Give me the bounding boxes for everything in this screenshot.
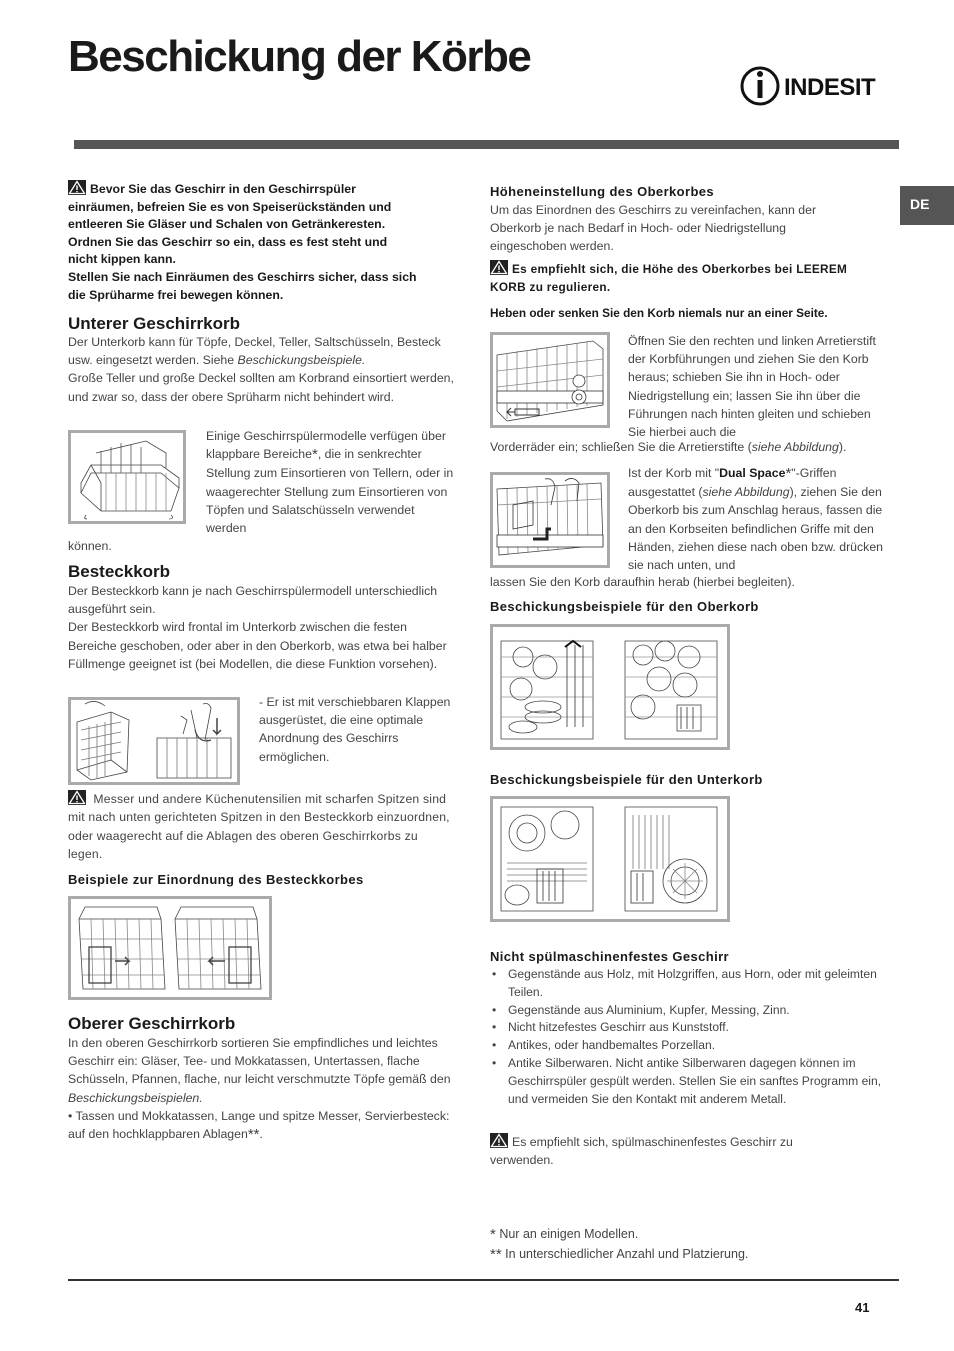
cutlery-text [68,582,454,673]
upper-basket-text-1: In den oberen Geschirrkorb sortieren Sie empfindliches und leichtes Geschirr ein: Gläser, Tee- und Mokkatassen, Untertassen, flache Schüsseln, Pfannen, flache, nur leicht verschmutzte Töpfe gemäß den [68,1036,451,1087]
height-warning-1 [490,260,882,296]
height-adjust-text: Um das Einordnen des Geschirrs zu vereinfachen, kann der Oberkorb je nach Bedarf in Hoch- oder Niedrigstellung eingeschoben werden. [490,203,817,254]
footnote-marker: ** [247,1126,260,1144]
footnote-marker: * [785,465,792,482]
intro-line: nicht kippen kann. [68,252,176,267]
footnote-2-text: In unterschiedlicher Anzahl und Platzierung. [505,1247,749,1261]
lower-basket-text-2: Große Teller und große Deckel sollten am Korbrand einsortiert werden, und zwar so, dass der obere Sprüharm nicht behindert wird. [68,371,454,404]
height-adjust-heading: Höheneinstellung des Oberkorbes [490,184,715,199]
height-warning-1-text: Es empfiehlt sich, die Höhe des Oberkorbes bei LEEREM KORB zu regulieren. [490,262,848,294]
page-title: Beschickung der Körbe [68,32,531,81]
dual-space-side-text [628,464,884,574]
height-side-text-1: Öffnen Sie den rechten und linken Arretierstift der Korbführungen und ziehen Sie den Korb heraus; schieben Sie ihn in Hoch- oder Niedrigstellung ein; lassen Sie ihn über die Führungen nach hinten gleiten und schieben Sie hierbei auch die [628,334,876,440]
warning-icon [490,1133,508,1148]
cutlery-warning-text: Messer und andere Küchenutensilien mit scharfen Spitzen sind mit nach unten gerichteten Spitzen in den Besteckkorb einzuordnen, oder waagerecht auf die Ablagen des oberen Geschirrkorbs zu legen. [68,792,450,861]
height-side-text-1-end [490,438,882,456]
footnote-1-text: Nur an einigen Modellen. [499,1227,639,1241]
lower-examples-figure [490,796,730,922]
footnote-1 [490,1226,638,1243]
language-tab: DE [900,186,954,225]
lower-basket-text-1-ref: Beschickungsbeispiele. [237,353,366,368]
footnote-2-mark: ** [490,1246,502,1263]
intro-warning [68,180,454,304]
upper-basket-text [68,1034,454,1144]
brand-text: INDESIT [784,74,876,101]
intro-line: Bevor Sie das Geschirr in den Geschirrspüler [90,182,356,196]
height-warning-2: Heben oder senken Sie den Korb niemals nur an einer Seite. [490,306,828,320]
upper-basket-text-2-end: . [259,1127,263,1142]
intro-line: Stellen Sie nach Einräumen des Geschirrs sicher, dass sich [68,269,417,284]
upper-basket-text-2: • Tassen und Mokkatassen, Lange und spitze Messer, Servierbesteck: auf den hochklappbaren Ablagen [68,1108,450,1142]
dual-space-b: "-Griffen ausgestattet ( [628,466,837,500]
not-safe-warning [490,1133,840,1169]
lower-basket-text [68,333,454,406]
cutlery-examples-figure [68,896,272,1000]
cutlery-warning [68,790,454,863]
height-side-1-end-b: ). [838,440,847,454]
footnote-2 [490,1246,748,1263]
indesit-logo [740,64,892,108]
lower-basket-side-b: , die in senkrechter Stellung zum Einsortieren von Tellern, oder in waagerechter Stellung zum Einsortieren von Töpfen und Salatschüsseln verwendet werden [206,447,454,536]
upper-basket-text-1-ref: Beschickungsbeispielen. [68,1090,203,1105]
not-safe-warning-text: Es empfiehlt sich, spülmaschinenfestes Geschirr zu verwenden. [490,1135,793,1168]
not-safe-list [490,966,884,1108]
footnote-1-mark: * [490,1226,496,1243]
lower-basket-heading: Unterer Geschirrkorb [68,314,240,333]
dual-space-c: ), ziehen Sie den Oberkorb bis zum Anschlag heraus, fassen die an den Korbseiten befindlichen Griffe mit den Händen, ziehen diese nach oben bzw. drücken sie nach unten, und [628,485,883,573]
footer-divider [68,1279,899,1281]
footnote-marker: * [311,446,318,464]
intro-line: die Sprüharme frei bewegen können. [68,287,284,302]
cutlery-text-1: Der Besteckkorb kann je nach Geschirrspülermodell unterschiedlich ausgeführt sein. [68,584,438,617]
dual-space-term: Dual Space [719,466,786,480]
intro-line: entleeren Sie Gläser und Schalen von Getränkeresten. [68,217,386,232]
height-side-1-end-a: Vorderräder ein; schließen Sie die Arretierstifte ( [490,440,752,454]
intro-line: einräumen, befreien Sie es von Speiserückständen und [68,199,392,214]
upper-basket-height-figure [490,332,610,428]
dual-space-figure [490,472,610,568]
lower-basket-side-a: Einige Geschirrspülermodelle verfügen über klappbare Bereiche [206,429,446,462]
warning-icon [68,180,86,195]
cutlery-heading: Besteckkorb [68,562,171,581]
dual-space-ref: siehe Abbildung [702,485,790,500]
warning-icon [490,260,508,275]
upper-basket-heading: Oberer Geschirrkorb [68,1014,236,1033]
upper-examples-heading: Beschickungsbeispiele für den Oberkorb [490,599,759,614]
not-safe-heading: Nicht spülmaschinenfestes Geschirr [490,949,730,964]
cutlery-side-text: - Er ist mit verschiebbaren Klappen ausgerüstet, die eine optimale Anordnung des Geschirrs ermöglichen. [259,695,451,764]
lower-basket-side-end: können. [68,539,112,553]
list-item: • Gegenstände aus Holz, mit Holzgriffen, aus Horn, oder mit geleimten Teilen. [490,966,884,1002]
height-side-1-end-ref: siehe Abbildung [751,440,839,454]
lower-basket-side-text [206,427,456,537]
header-divider [74,140,899,149]
page-number: 41 [855,1300,870,1315]
list-item: • Antike Silberwaren. Nicht antike Silberwaren dagegen können im Geschirrspüler gespült werden. Stellen Sie ein sanftes Programm ein, und vermeiden Sie den Kontakt mit anderem Metall. [490,1055,884,1108]
dual-space-end: lassen Sie den Korb daraufhin herab (hierbei begleiten). [490,575,795,589]
cutlery-examples-heading: Beispiele zur Einordnung des Besteckkorbes [68,872,364,887]
cutlery-text-2: Der Besteckkorb wird frontal im Unterkorb zwischen die festen Bereiche geschoben, oder aber in den Oberkorb, was etwa bei halber Füllmenge geeignet ist (bei Modellen, die diese Funktion vorsehen). [68,620,447,671]
cutlery-basket-figure [68,697,240,785]
list-item: • Antikes, oder handbemaltes Porzellan. [490,1037,884,1055]
upper-examples-figure [490,624,730,750]
lower-basket-text-1: Der Unterkorb kann für Töpfe, Deckel, Teller, Saltschüsseln, Besteck usw. eingesetzt werden. Siehe [68,335,441,368]
lower-examples-heading: Beschickungsbeispiele für den Unterkorb [490,772,763,787]
list-item: • Nicht hitzefestes Geschirr aus Kunststoff. [490,1019,884,1037]
dual-space-a: Ist der Korb mit " [628,466,720,480]
warning-icon [68,790,86,805]
lower-basket-figure [68,430,186,524]
intro-line: Ordnen Sie das Geschirr so ein, dass es fest steht und [68,234,388,249]
list-item: • Gegenstände aus Aluminium, Kupfer, Messing, Zinn. [490,1002,884,1020]
